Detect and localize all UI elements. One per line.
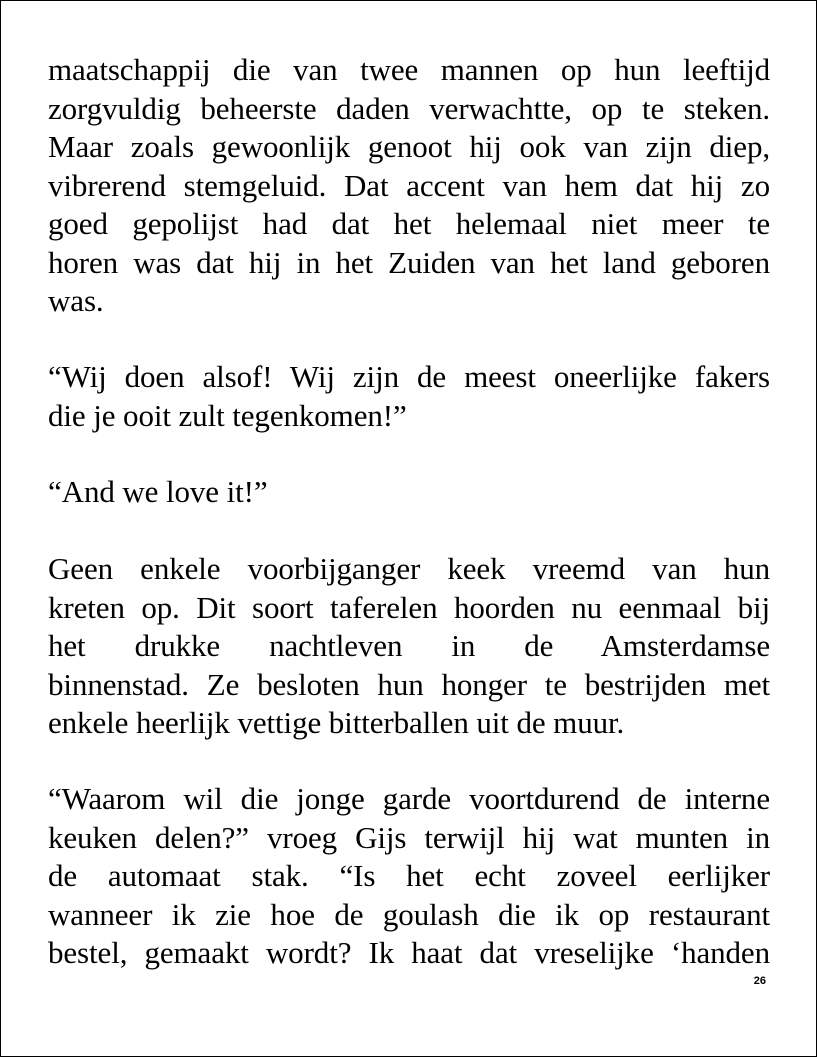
text-line: goed gepolijst had dat het helemaal niet meer te — [48, 206, 770, 241]
text-line: vibrerend stemgeluid. Dat accent van hem dat hij zo — [48, 167, 770, 203]
text-line: die je ooit zult tegenkomen!” — [48, 397, 407, 433]
text-line: “Wij doen alsof! Wij zijn de meest oneerlijke fakers — [48, 359, 770, 394]
paragraph-3 — [48, 473, 770, 512]
text-line: het drukke nachtleven in de Amsterdamse — [48, 628, 770, 663]
text-line: keuken delen?” vroeg Gijs terwijl hij wat munten in — [48, 819, 770, 855]
paragraph-1 — [48, 51, 770, 321]
paragraph-4 — [48, 550, 770, 743]
text-line: maatschappij die van twee mannen op hun leeftijd — [48, 52, 770, 87]
text-line: “Waarom wil die jonge garde voortdurend de interne — [48, 781, 770, 816]
text-line: enkele heerlijk vettige bitterballen uit de muur. — [48, 705, 625, 740]
text-line: binnenstad. Ze besloten hun honger te bestrijden met — [48, 666, 770, 702]
text-line: kreten op. Dit soort taferelen hoorden nu eenmaal bij — [48, 589, 770, 625]
text-line: “And we love it!” — [48, 474, 268, 509]
text-line: de automaat stak. “Is het echt zoveel eerlijker — [48, 858, 770, 893]
text-line: bestel, gemaakt wordt? Ik haat dat vreselijke ‘handen — [48, 935, 770, 970]
text-line: horen was dat hij in het Zuiden van het land geboren — [48, 244, 770, 280]
text-line: zorgvuldig beheerste daden verwachtte, op te steken. — [48, 90, 770, 126]
text-line: Maar zoals gewoonlijk genoot hij ook van zijn diep, — [48, 129, 770, 164]
page-number: 26 — [753, 975, 766, 987]
text-line: was. — [48, 283, 104, 318]
paragraph-5 — [48, 780, 770, 973]
text-line: wanneer ik zie hoe de goulash die ik op restaurant — [48, 896, 770, 932]
text-line: Geen enkele voorbijganger keek vreemd van hun — [48, 551, 770, 586]
paragraph-2 — [48, 358, 770, 435]
